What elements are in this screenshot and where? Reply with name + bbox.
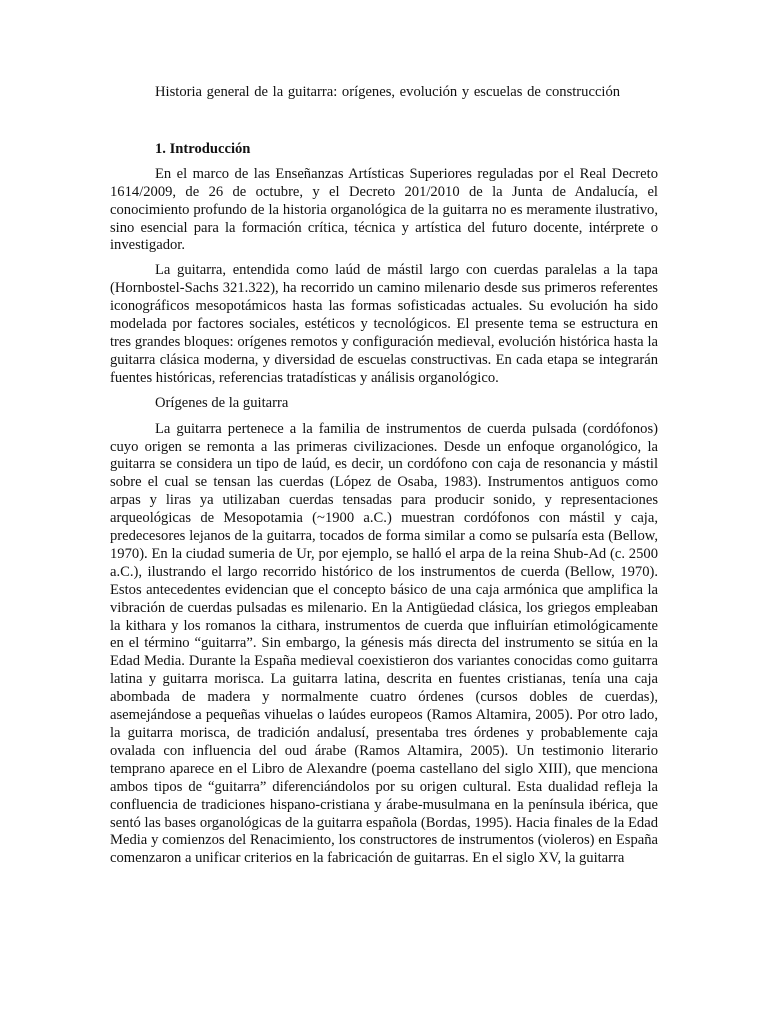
subheading-origins: Orígenes de la guitarra bbox=[155, 394, 289, 411]
document-page bbox=[110, 84, 658, 875]
intro-paragraph-2: La guitarra, entendida como laúd de mástil largo con cuerdas paralelas a la tapa (Hornbostel-Sachs 321.322), ha recorrido un camino milenario desde sus primeros referentes iconográficos mesopotámicos hasta las formas sofisticadas actuales. Su evolución ha sido modelada por factores sociales, estéticos y tecnológicos. El presente tema se estructura en tres grandes bloques: orígenes remotos y configuración medieval, evolución histórica hasta la guitarra clásica moderna, y diversidad de escuelas constructivas. En cada etapa se integrarán fuentes históricas, referencias tratadísticas y análisis organológico. bbox=[110, 262, 658, 386]
section-heading-introduction: 1. Introducción bbox=[155, 140, 251, 157]
intro-paragraph-1: En el marco de las Enseñanzas Artísticas Superiores reguladas por el Real Decreto 1614/2009, de 26 de octubre, y el Decreto 201/2010 de la Junta de Andalucía, el conocimiento profundo de la historia organológica de la guitarra no es meramente ilustrativo, sino esencial para la formación crítica, técnica y artística del futuro docente, intérprete o investigador. bbox=[110, 165, 658, 254]
document-title: Historia general de la guitarra: orígenes, evolución y escuelas de construcción bbox=[155, 84, 621, 100]
origins-paragraph: La guitarra pertenece a la familia de instrumentos de cuerda pulsada (cordófonos) cuyo origen se remonta a las primeras civilizaciones. Desde un enfoque organológico, la guitarra se considera un tipo de laúd, es decir, un cordófono con caja de resonancia y mástil sobre el cual se tensan las cuerdas (López de Osaba, 1983). Instrumentos antiguos como arpas y liras ya utilizaban cuerdas tensadas para producir sonido, y representaciones arqueológicas de Mesopotamia (~1900 a.C.) muestran cordófonos con mástil y caja, predecesores lejanos de la guitarra, tocados de forma similar a como se pulsaría esta (Bellow, 1970). En la ciudad sumeria de Ur, por ejemplo, se halló el arpa de la reina Shub-Ad (c. 2500 a.C.), ilustrando el largo recorrido histórico de los instrumentos de cuerda (Bellow, 1970). Estos antecedentes evidencian que el concepto básico de una caja armónica que amplifica la vibración de cuerdas pulsadas es milenario. En la Antigüedad clásica, los griegos empleaban la kithara y los romanos la cithara, instrumentos de cuerda que influirían etimológicamente en el término “guitarra”. Sin embargo, la génesis más directa del instrumento se sitúa en la Edad Media. Durante la España medieval coexistieron dos variantes conocidas como guitarra latina y guitarra morisca. La guitarra latina, descrita en fuentes cristianas, tenía una caja abombada de madera y normalmente cuatro órdenes (cursos dobles de cuerdas), asemejándose a pequeñas vihuelas o laúdes europeos (Ramos Altamira, 2005). Por otro lado, la guitarra morisca, de tradición andalusí, presentaba tres órdenes y probablemente caja ovalada con influencia del oud árabe (Ramos Altamira, 2005). Un testimonio literario temprano aparece en el Libro de Alexandre (poema castellano del siglo XIII), que menciona ambos tipos de “guitarra” diferenciándolos por su origen cultural. Esta dualidad refleja la confluencia de tradiciones hispano-cristiana y árabe-musulmana en la península ibérica, que sentó las bases organológicas de la guitarra española (Bordas, 1995). Hacia finales de la Edad Media y comienzos del Renacimiento, los constructores de instrumentos (violeros) en España comenzaron a unificar criterios en la fabricación de guitarras. En el siglo XV, la guitarra bbox=[110, 420, 658, 867]
